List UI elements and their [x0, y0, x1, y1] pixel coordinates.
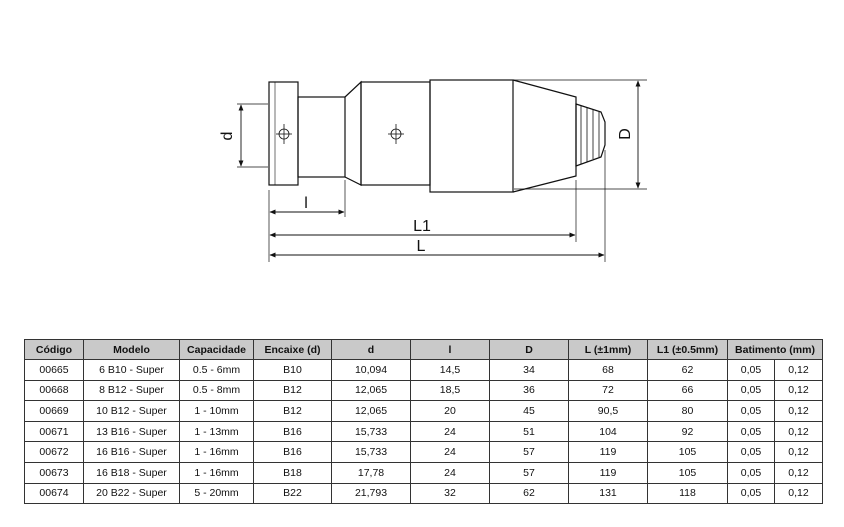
cell-d: 17,78 [332, 462, 411, 483]
cell-d: 15,733 [332, 421, 411, 442]
header-encaixe: Encaixe (d) [254, 340, 332, 360]
header-L: L (±1mm) [569, 340, 648, 360]
cell-batimento-2: 0,12 [775, 483, 823, 504]
cell-capacidade: 1 - 13mm [180, 421, 254, 442]
cell-D: 57 [490, 442, 569, 463]
cell-capacidade: 1 - 10mm [180, 401, 254, 422]
cell-modelo: 20 B22 - Super [84, 483, 180, 504]
cell-capacidade: 0.5 - 8mm [180, 380, 254, 401]
dim-label-D: D [617, 128, 634, 140]
chuck-body [269, 80, 605, 192]
cell-batimento-2: 0,12 [775, 380, 823, 401]
cell-l: 14,5 [411, 360, 490, 381]
header-d: d [332, 340, 411, 360]
cell-encaixe: B12 [254, 401, 332, 422]
cell-encaixe: B22 [254, 483, 332, 504]
dim-label-l: l [304, 195, 308, 212]
cell-l: 24 [411, 462, 490, 483]
header-l: l [411, 340, 490, 360]
cell-codigo: 00668 [25, 380, 84, 401]
table-row [25, 380, 823, 401]
table-row [25, 442, 823, 463]
cell-d: 10,094 [332, 360, 411, 381]
cell-L: 104 [569, 421, 648, 442]
cell-L: 72 [569, 380, 648, 401]
cell-L: 131 [569, 483, 648, 504]
cell-modelo: 16 B18 - Super [84, 462, 180, 483]
cell-L: 119 [569, 462, 648, 483]
cell-batimento-1: 0,05 [728, 421, 775, 442]
cell-D: 36 [490, 380, 569, 401]
cell-d: 21,793 [332, 483, 411, 504]
cell-batimento-2: 0,12 [775, 442, 823, 463]
cell-codigo: 00673 [25, 462, 84, 483]
cell-modelo: 6 B10 - Super [84, 360, 180, 381]
cell-L: 90,5 [569, 401, 648, 422]
cell-batimento-1: 0,05 [728, 442, 775, 463]
cell-codigo: 00671 [25, 421, 84, 442]
cell-l: 24 [411, 421, 490, 442]
cell-L1: 118 [648, 483, 728, 504]
spec-table [24, 339, 823, 504]
cell-l: 32 [411, 483, 490, 504]
cell-batimento-2: 0,12 [775, 401, 823, 422]
cell-d: 12,065 [332, 380, 411, 401]
cell-d: 15,733 [332, 442, 411, 463]
center-marks [276, 124, 404, 144]
cell-capacidade: 0.5 - 6mm [180, 360, 254, 381]
cell-L: 119 [569, 442, 648, 463]
cell-batimento-2: 0,12 [775, 462, 823, 483]
table-row [25, 401, 823, 422]
cell-batimento-1: 0,05 [728, 360, 775, 381]
header-L1: L1 (±0.5mm) [648, 340, 728, 360]
header-capacidade: Capacidade [180, 340, 254, 360]
cell-D: 34 [490, 360, 569, 381]
cell-D: 62 [490, 483, 569, 504]
cell-d: 12,065 [332, 401, 411, 422]
cell-batimento-1: 0,05 [728, 483, 775, 504]
cell-D: 57 [490, 462, 569, 483]
cell-batimento-2: 0,12 [775, 360, 823, 381]
cell-modelo: 16 B16 - Super [84, 442, 180, 463]
cell-encaixe: B12 [254, 380, 332, 401]
cell-batimento-1: 0,05 [728, 462, 775, 483]
cell-capacidade: 1 - 16mm [180, 442, 254, 463]
dim-label-L1: L1 [413, 218, 431, 235]
cell-modelo: 13 B16 - Super [84, 421, 180, 442]
cell-capacidade: 5 - 20mm [180, 483, 254, 504]
cell-l: 20 [411, 401, 490, 422]
header-batimento: Batimento (mm) [728, 340, 823, 360]
cell-modelo: 10 B12 - Super [84, 401, 180, 422]
cell-codigo: 00672 [25, 442, 84, 463]
cell-L1: 80 [648, 401, 728, 422]
cell-l: 24 [411, 442, 490, 463]
cell-L1: 105 [648, 462, 728, 483]
cell-modelo: 8 B12 - Super [84, 380, 180, 401]
cell-codigo: 00674 [25, 483, 84, 504]
cell-encaixe: B16 [254, 442, 332, 463]
cell-codigo: 00665 [25, 360, 84, 381]
cell-encaixe: B16 [254, 421, 332, 442]
cell-capacidade: 1 - 16mm [180, 462, 254, 483]
table-header-row [25, 340, 823, 360]
cell-L: 68 [569, 360, 648, 381]
cell-encaixe: B10 [254, 360, 332, 381]
cell-L1: 66 [648, 380, 728, 401]
cell-batimento-2: 0,12 [775, 421, 823, 442]
table-row [25, 462, 823, 483]
table-row [25, 360, 823, 381]
cell-D: 51 [490, 421, 569, 442]
dim-label-L: L [416, 238, 426, 255]
cell-l: 18,5 [411, 380, 490, 401]
table-row [25, 483, 823, 504]
header-D: D [490, 340, 569, 360]
table-row [25, 421, 823, 442]
cell-D: 45 [490, 401, 569, 422]
cell-L1: 92 [648, 421, 728, 442]
header-modelo: Modelo [84, 340, 180, 360]
cell-L1: 105 [648, 442, 728, 463]
cell-L1: 62 [648, 360, 728, 381]
cell-batimento-1: 0,05 [728, 401, 775, 422]
cell-codigo: 00669 [25, 401, 84, 422]
header-codigo: Código [25, 340, 84, 360]
dim-label-d: d [219, 131, 236, 141]
cell-encaixe: B18 [254, 462, 332, 483]
dimension-lines [241, 81, 638, 255]
cell-batimento-1: 0,05 [728, 380, 775, 401]
